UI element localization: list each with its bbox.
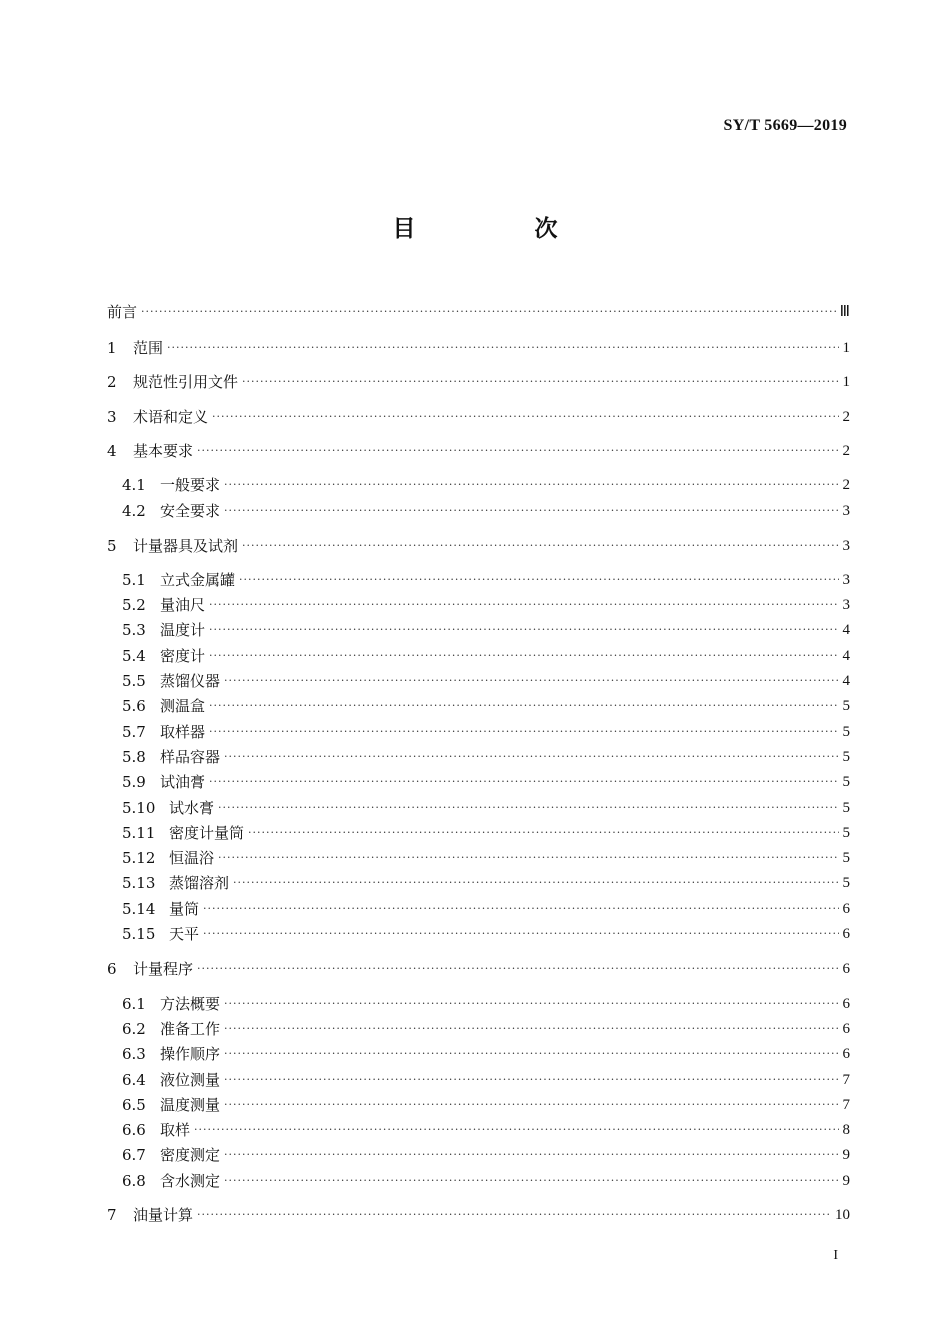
toc-entry-title: 术语和定义 [133, 408, 209, 426]
toc-entry-title: 油量计算 [133, 1206, 194, 1224]
toc-entry-title: 准备工作 [160, 1020, 221, 1038]
toc-entry-number: 4.2 [122, 502, 146, 520]
toc-entry-title: 基本要求 [133, 442, 194, 460]
toc-entry-title: 密度计 [160, 647, 206, 665]
toc-leader-dots [197, 439, 838, 463]
toc-entry[interactable] [107, 439, 850, 463]
toc-entry[interactable] [107, 871, 850, 895]
toc-leader-dots [203, 922, 838, 946]
toc-entry-page: 3 [842, 538, 850, 554]
toc-entry-page: Ⅲ [839, 304, 850, 320]
toc-entry-page: 6 [842, 961, 850, 977]
toc-entry-page: 4 [842, 648, 850, 664]
toc-entry-title: 安全要求 [160, 502, 221, 520]
toc-entry-title: 一般要求 [160, 476, 221, 494]
toc-entry-page: 9 [842, 1147, 850, 1163]
toc-entry-page: 7 [842, 1072, 850, 1088]
toc-leader-dots [209, 694, 838, 718]
toc-entry-page: 4 [842, 673, 850, 689]
toc-entry-page: 1 [842, 340, 850, 356]
toc-entry-number: 1 [107, 339, 117, 357]
toc-entry-page: 5 [842, 749, 850, 765]
toc-entry-title: 天平 [169, 925, 200, 943]
toc-entry-title: 蒸馏溶剂 [169, 874, 230, 892]
toc-entry[interactable] [107, 694, 850, 718]
toc-leader-dots [224, 745, 838, 769]
toc-entry-number: 5 [107, 537, 117, 555]
toc-entry-title: 试油膏 [160, 773, 206, 791]
toc-entry-page: 6 [842, 901, 850, 917]
toc-leader-dots [224, 1017, 838, 1041]
toc-leader-dots [141, 300, 836, 324]
toc-entry-title: 前言 [107, 303, 138, 321]
toc-entry[interactable] [107, 618, 850, 642]
toc-leader-dots [224, 499, 838, 523]
toc-entry-page: 5 [842, 724, 850, 740]
toc-entry-title: 取样 [160, 1121, 191, 1139]
toc-entry-title: 试水膏 [169, 799, 215, 817]
toc-entry-title: 恒温浴 [169, 849, 215, 867]
toc-leader-dots [224, 1068, 838, 1092]
toc-entry-title: 蒸馏仪器 [160, 672, 221, 690]
toc-entry-page: 3 [842, 597, 850, 613]
toc-entry-page: 9 [842, 1173, 850, 1189]
toc-entry-title: 计量程序 [133, 960, 194, 978]
toc-entry[interactable] [107, 370, 850, 394]
toc-entry-title: 温度计 [160, 621, 206, 639]
toc-entry-number: 5.7 [122, 723, 146, 741]
toc-entry[interactable] [107, 796, 850, 820]
standard-code: SY/T 5669—2019 [723, 117, 847, 134]
toc-entry-page: 5 [842, 698, 850, 714]
toc-entry-page: 8 [842, 1122, 850, 1138]
toc-leader-dots [197, 1203, 831, 1227]
toc-entry-title: 操作顺序 [160, 1045, 221, 1063]
toc-entry[interactable] [107, 593, 850, 617]
toc-entry-number: 4.1 [122, 476, 146, 494]
toc-entry[interactable] [107, 720, 850, 744]
toc-entry-title: 立式金属罐 [160, 571, 236, 589]
toc-leader-dots [218, 796, 838, 820]
toc-leader-dots [209, 644, 838, 668]
toc-entry-title: 规范性引用文件 [133, 373, 239, 391]
toc-leader-dots [209, 618, 838, 642]
toc-entry-number: 6 [107, 960, 117, 978]
toc-leader-dots [242, 534, 838, 558]
toc-entry-title: 含水测定 [160, 1172, 221, 1190]
toc-leader-dots [197, 957, 838, 981]
toc-leader-dots [212, 405, 838, 429]
toc-leader-dots [203, 897, 838, 921]
toc-entry-title: 取样器 [160, 723, 206, 741]
toc-entry-number: 5.15 [122, 925, 156, 943]
toc-entry-page: 6 [842, 1046, 850, 1062]
toc-entry-page: 4 [842, 622, 850, 638]
toc-leader-dots [218, 846, 838, 870]
toc-entry-number: 3 [107, 408, 117, 426]
toc-entry-page: 5 [842, 875, 850, 891]
toc-entry[interactable] [107, 336, 850, 360]
toc-entry[interactable] [107, 992, 850, 1016]
toc-entry[interactable] [107, 1118, 850, 1142]
toc-entry-title: 计量器具及试剂 [133, 537, 239, 555]
toc-entry-number: 6.8 [122, 1172, 146, 1190]
toc-leader-dots [224, 473, 838, 497]
toc-entry[interactable] [107, 473, 850, 497]
toc-entry-page: 6 [842, 926, 850, 942]
toc-entry[interactable] [107, 1143, 850, 1167]
toc-entry-page: 5 [842, 774, 850, 790]
toc-entry-title: 温度测量 [160, 1096, 221, 1114]
toc-entry-title: 密度计量筒 [169, 824, 245, 842]
toc-leader-dots [242, 370, 838, 394]
toc-entry-number: 5.11 [122, 824, 156, 842]
toc-entry-number: 5.9 [122, 773, 146, 791]
toc-entry[interactable] [107, 897, 850, 921]
toc-entry-number: 6.4 [122, 1071, 146, 1089]
toc-entry-page: 2 [842, 443, 850, 459]
toc-entry-page: 10 [835, 1207, 850, 1223]
toc-entry[interactable] [107, 1042, 850, 1066]
toc-entry[interactable] [107, 669, 850, 693]
toc-leader-dots [224, 992, 838, 1016]
toc-entry[interactable] [107, 957, 850, 981]
page-number: I [833, 1248, 838, 1263]
toc-entry-number: 6.5 [122, 1096, 146, 1114]
toc-entry-number: 2 [107, 373, 117, 391]
toc-entry-title: 密度测定 [160, 1146, 221, 1164]
toc-entry-title: 量筒 [169, 900, 200, 918]
toc-entry-page: 5 [842, 800, 850, 816]
toc-entry-number: 4 [107, 442, 117, 460]
toc-entry[interactable] [107, 745, 850, 769]
toc-entry-number: 5.8 [122, 748, 146, 766]
toc-leader-dots [239, 568, 838, 592]
toc-entry[interactable] [107, 1017, 850, 1041]
toc-entry[interactable] [107, 922, 850, 946]
toc-entry[interactable] [107, 1093, 850, 1117]
toc-entry-number: 5.14 [122, 900, 156, 918]
toc-heading: 目 次 [392, 216, 606, 242]
toc-entry-number: 6.6 [122, 1121, 146, 1139]
toc-entry[interactable] [107, 644, 850, 668]
toc-entry-number: 5.2 [122, 596, 146, 614]
toc-entry-page: 3 [842, 572, 850, 588]
toc-entry[interactable] [107, 300, 850, 324]
toc-entry-page: 6 [842, 996, 850, 1012]
toc-entry[interactable] [107, 821, 850, 845]
toc-leader-dots [224, 1042, 838, 1066]
toc-entry[interactable] [107, 405, 850, 429]
toc-entry[interactable] [107, 846, 850, 870]
toc-entry[interactable] [107, 499, 850, 523]
toc-entry-number: 7 [107, 1206, 117, 1224]
toc-entry-page: 6 [842, 1021, 850, 1037]
toc-entry-title: 液位测量 [160, 1071, 221, 1089]
toc-entry-number: 5.1 [122, 571, 146, 589]
toc-entry-number: 5.10 [122, 799, 156, 817]
toc-leader-dots [194, 1118, 838, 1142]
toc-entry-page: 1 [842, 374, 850, 390]
toc-leader-dots [209, 770, 838, 794]
toc-entry-title: 测温盒 [160, 697, 206, 715]
toc-entry-number: 6.3 [122, 1045, 146, 1063]
toc-entry-number: 5.5 [122, 672, 146, 690]
toc-entry[interactable] [107, 534, 850, 558]
toc-entry-number: 5.13 [122, 874, 156, 892]
toc-leader-dots [224, 1169, 838, 1193]
toc-entry-page: 7 [842, 1097, 850, 1113]
toc-leader-dots [248, 821, 838, 845]
toc-entry-page: 5 [842, 825, 850, 841]
toc-leader-dots [167, 336, 838, 360]
toc-entry-number: 5.6 [122, 697, 146, 715]
toc-entry-page: 5 [842, 850, 850, 866]
toc-entry[interactable] [107, 1068, 850, 1092]
toc-leader-dots [224, 1143, 838, 1167]
toc-leader-dots [224, 669, 838, 693]
toc-entry-page: 2 [842, 477, 850, 493]
toc-entry[interactable] [107, 1169, 850, 1193]
toc-entry-page: 3 [842, 503, 850, 519]
toc-leader-dots [224, 1093, 838, 1117]
toc-entry-number: 5.12 [122, 849, 156, 867]
toc-entry-title: 方法概要 [160, 995, 221, 1013]
toc-entry-page: 2 [842, 409, 850, 425]
toc-leader-dots [209, 593, 838, 617]
toc-leader-dots [233, 871, 838, 895]
toc-entry-number: 5.4 [122, 647, 146, 665]
toc-entry[interactable] [107, 568, 850, 592]
toc-entry-title: 范围 [133, 339, 164, 357]
toc-entry[interactable] [107, 770, 850, 794]
toc-entry-number: 6.2 [122, 1020, 146, 1038]
toc-entry-title: 量油尺 [160, 596, 206, 614]
toc-entry-number: 6.7 [122, 1146, 146, 1164]
toc-entry[interactable] [107, 1203, 850, 1227]
toc-entry-number: 5.3 [122, 621, 146, 639]
toc-entry-number: 6.1 [122, 995, 146, 1013]
toc-entry-title: 样品容器 [160, 748, 221, 766]
toc-leader-dots [209, 720, 838, 744]
